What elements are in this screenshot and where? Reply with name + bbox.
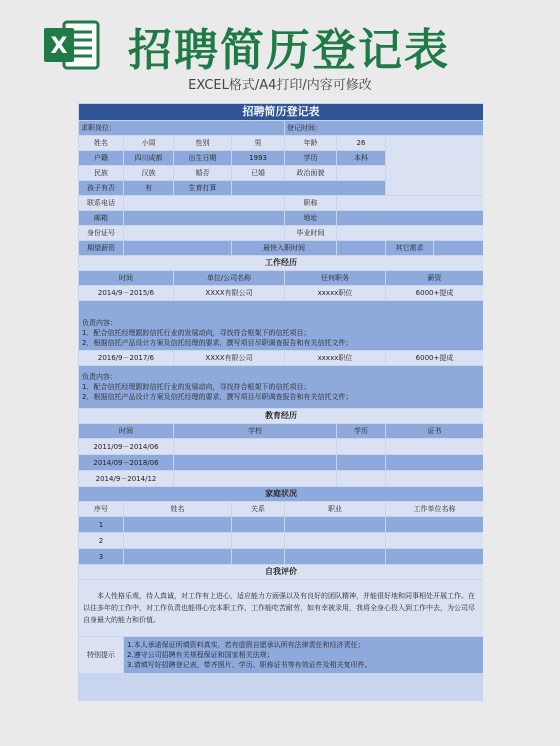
work-duty-line: 1．配合信托经理跟踪信托行业的发展动向，寻找符合框架下的信托项目； bbox=[82, 383, 311, 391]
edu-label: 学历 bbox=[285, 151, 337, 166]
edu-header-school: 学校 bbox=[174, 424, 337, 439]
notes-line: 2.遵守公司招聘有关规程保证和国家相关法规； bbox=[127, 651, 274, 659]
sheet-title: 招聘简历登记表 bbox=[79, 104, 484, 121]
family-row bbox=[79, 517, 484, 533]
salary-value[interactable] bbox=[124, 241, 232, 256]
family-name[interactable] bbox=[124, 549, 232, 565]
id-label: 身份证号 bbox=[79, 226, 124, 241]
edu-time[interactable]: 2014/09－2018/06 bbox=[79, 455, 174, 471]
svg-text:X: X bbox=[50, 34, 68, 59]
work-section-row bbox=[79, 256, 484, 271]
kids-label: 孩子有否 bbox=[79, 181, 124, 196]
work-duties[interactable] bbox=[79, 366, 484, 409]
notes-row bbox=[79, 637, 484, 674]
self-section-row bbox=[79, 565, 484, 580]
work-header-time: 时间 bbox=[79, 271, 174, 286]
family-section-title: 家庭状况 bbox=[79, 487, 484, 502]
education-section-title: 教育经历 bbox=[79, 409, 484, 424]
basic-row-1 bbox=[79, 136, 484, 151]
edu-school[interactable] bbox=[174, 471, 337, 487]
family-header-relation: 关系 bbox=[232, 502, 285, 517]
work-position[interactable]: xxxxx职位 bbox=[285, 351, 386, 366]
phone-label: 联系电话 bbox=[79, 196, 124, 211]
politics-label: 政治面貌 bbox=[285, 166, 337, 181]
education-row bbox=[79, 439, 484, 455]
job-label: 求职岗位： bbox=[79, 121, 285, 136]
work-header-company: 单位/公司名称 bbox=[174, 271, 285, 286]
education-row bbox=[79, 455, 484, 471]
work-entry-row bbox=[79, 286, 484, 301]
work-duty-line: 1．配合信托经理跟踪信托行业的发展动向，寻找符合框架下的信托项目； bbox=[82, 329, 311, 337]
notes-line: 3.请填写好招聘登记表，带齐照片、学历、职称证书等有效证件及相关复印件。 bbox=[127, 661, 372, 669]
notes-line: 1.本人承诺保证所填资料真实，若有虚假自愿承认所有法律责任和经济责任； bbox=[127, 641, 365, 649]
edu-degree[interactable] bbox=[337, 439, 386, 455]
work-duty-line: 2．根据信托产品设计方案及信托经理的要求，撰写项目尽职调查报告和有关信托文件； bbox=[82, 339, 353, 347]
page-header bbox=[0, 0, 560, 100]
family-row bbox=[79, 533, 484, 549]
self-eval-text[interactable]: 本人性格乐观，待人真诚，对工作有上进心，适应能力方面强以及有良好的团队精神，并能很好地和同事相处开展工作。在以往多年的工作中，对工作负责也能得心完本职工作，工作能吃苦耐劳，如有幸被录用，我将全身心投入到工作中去，为公司尽自身最大的能力和价值。 bbox=[79, 580, 484, 637]
edu-school[interactable] bbox=[174, 439, 337, 455]
email-value[interactable] bbox=[124, 211, 285, 226]
family-employer[interactable] bbox=[386, 533, 484, 549]
address-label: 地址 bbox=[285, 211, 337, 226]
education-section-row bbox=[79, 409, 484, 424]
email-label: 邮箱 bbox=[79, 211, 124, 226]
family-no: 1 bbox=[79, 517, 124, 533]
name-value[interactable]: 小周 bbox=[124, 136, 174, 151]
basic-row-8 bbox=[79, 241, 484, 256]
marital-value[interactable]: 已婚 bbox=[232, 166, 285, 181]
family-header-row bbox=[79, 502, 484, 517]
ethnic-label: 民族 bbox=[79, 166, 124, 181]
birth-label: 出生日期 bbox=[174, 151, 232, 166]
age-value[interactable]: 26 bbox=[337, 136, 386, 151]
family-header-job: 职业 bbox=[285, 502, 386, 517]
gender-label: 性别 bbox=[174, 136, 232, 151]
basic-row-5 bbox=[79, 196, 484, 211]
family-header-no: 序号 bbox=[79, 502, 124, 517]
age-label: 年龄 bbox=[285, 136, 337, 151]
other-value[interactable] bbox=[434, 241, 484, 256]
edu-cert[interactable] bbox=[386, 471, 484, 487]
marital-label: 婚否 bbox=[174, 166, 232, 181]
family-employer[interactable] bbox=[386, 517, 484, 533]
title-value[interactable] bbox=[337, 196, 484, 211]
family-no: 2 bbox=[79, 533, 124, 549]
phone-value[interactable] bbox=[124, 196, 285, 211]
family-relation[interactable] bbox=[232, 517, 285, 533]
work-company[interactable]: XXXX有限公司 bbox=[174, 286, 285, 301]
basic-row-7 bbox=[79, 226, 484, 241]
work-time[interactable]: 2016/9－2017/6 bbox=[79, 351, 174, 366]
self-eval-row bbox=[79, 580, 484, 637]
work-duty-row bbox=[79, 366, 484, 409]
ethnic-value[interactable]: 汉族 bbox=[124, 166, 174, 181]
education-row bbox=[79, 471, 484, 487]
page-subtitle: EXCEL格式/A4打印/内容可修改 bbox=[188, 78, 372, 93]
excel-logo-icon bbox=[42, 18, 102, 72]
family-no: 3 bbox=[79, 549, 124, 565]
work-company[interactable]: XXXX有限公司 bbox=[174, 351, 285, 366]
kids-value[interactable]: 有 bbox=[124, 181, 174, 196]
work-position[interactable]: xxxxx职位 bbox=[285, 286, 386, 301]
title-label: 职称 bbox=[285, 196, 337, 211]
education-header-row bbox=[79, 424, 484, 439]
work-duty-title: 负责内容： bbox=[82, 319, 117, 327]
family-header-name: 姓名 bbox=[124, 502, 232, 517]
date-label: 登记时间： bbox=[285, 121, 484, 136]
edu-degree[interactable] bbox=[337, 471, 386, 487]
address-value[interactable] bbox=[337, 211, 484, 226]
edu-header-degree: 学历 bbox=[337, 424, 386, 439]
edu-header-cert: 证书 bbox=[386, 424, 484, 439]
edu-cert[interactable] bbox=[386, 455, 484, 471]
birth-value[interactable]: 1993 bbox=[232, 151, 285, 166]
notes-label: 特别提示 bbox=[79, 637, 124, 674]
other-label: 其它需求 bbox=[386, 241, 434, 256]
page-title: 招聘简历登记表 bbox=[128, 25, 450, 76]
resume-table bbox=[78, 103, 483, 674]
self-section-title: 自我评价 bbox=[79, 565, 484, 580]
family-section-row bbox=[79, 487, 484, 502]
work-salary[interactable]: 6000+提成 bbox=[386, 351, 484, 366]
resume-sheet bbox=[78, 103, 483, 701]
family-relation[interactable] bbox=[232, 533, 285, 549]
id-value[interactable] bbox=[124, 226, 285, 241]
notes-content bbox=[124, 637, 484, 674]
edu-school[interactable] bbox=[174, 455, 337, 471]
politics-value[interactable] bbox=[337, 166, 386, 181]
basic-row-6 bbox=[79, 211, 484, 226]
work-entry-row bbox=[79, 351, 484, 366]
work-duty-line: 2．根据信托产品设计方案及信托经理的要求，撰写项目尽职调查报告和有关信托文件； bbox=[82, 393, 353, 401]
family-job[interactable] bbox=[285, 549, 386, 565]
photo-cell[interactable] bbox=[386, 136, 484, 196]
family-relation[interactable] bbox=[232, 549, 285, 565]
work-salary[interactable]: 6000+提成 bbox=[386, 286, 484, 301]
hukou-label: 户籍 bbox=[79, 151, 124, 166]
start-value[interactable] bbox=[337, 241, 386, 256]
gender-value[interactable]: 男 bbox=[232, 136, 285, 151]
family-name[interactable] bbox=[124, 517, 232, 533]
start-label: 最快入职时间 bbox=[232, 241, 337, 256]
work-duties[interactable] bbox=[79, 301, 484, 351]
school-value[interactable] bbox=[337, 226, 484, 241]
hukou-value[interactable]: 四川成都 bbox=[124, 151, 174, 166]
work-header-position: 任何职务 bbox=[285, 271, 386, 286]
work-header-salary: 薪资 bbox=[386, 271, 484, 286]
family-employer[interactable] bbox=[386, 549, 484, 565]
sheet-title-row bbox=[79, 104, 484, 121]
plan-label: 生育打算 bbox=[174, 181, 232, 196]
school-label: 毕业时间 bbox=[285, 226, 337, 241]
family-job[interactable] bbox=[285, 533, 386, 549]
edu-header-time: 时间 bbox=[79, 424, 174, 439]
edu-value[interactable]: 本科 bbox=[337, 151, 386, 166]
work-section-title: 工作经历 bbox=[79, 256, 484, 271]
family-header-employer: 工作单位名称 bbox=[386, 502, 484, 517]
salary-label: 期望薪资 bbox=[79, 241, 124, 256]
work-header-row bbox=[79, 271, 484, 286]
work-time[interactable]: 2014/9－2015/6 bbox=[79, 286, 174, 301]
name-label: 姓名 bbox=[79, 136, 124, 151]
plan-value[interactable] bbox=[232, 181, 386, 196]
work-duty-title: 负责内容： bbox=[82, 373, 117, 381]
edu-degree[interactable] bbox=[337, 455, 386, 471]
work-duty-row bbox=[79, 301, 484, 351]
family-name[interactable] bbox=[124, 533, 232, 549]
edu-time[interactable]: 2014/9－2014/12 bbox=[79, 471, 174, 487]
job-row bbox=[79, 121, 484, 136]
family-job[interactable] bbox=[285, 517, 386, 533]
family-row bbox=[79, 549, 484, 565]
edu-time[interactable]: 2011/09－2014/06 bbox=[79, 439, 174, 455]
edu-cert[interactable] bbox=[386, 439, 484, 455]
